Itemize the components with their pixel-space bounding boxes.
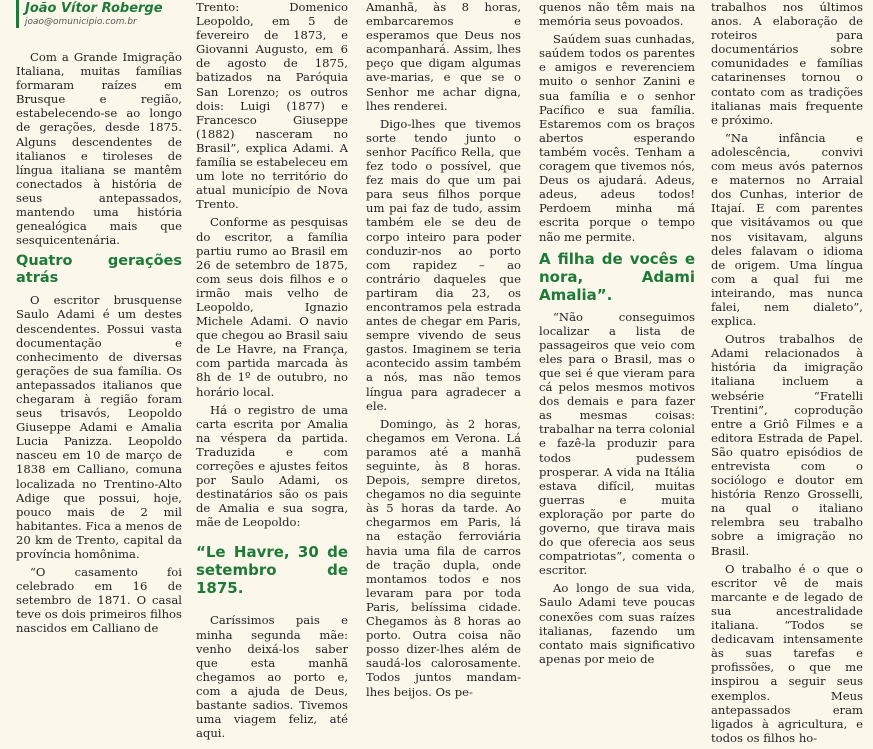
paragraph: Com a Grande Imigração Italiana, muitas famílias formaram raízes em Brusque e região, estabelecendo-se ao longo de gerações, desde 1875. Alguns descendentes de italianos e tiroleses de língua italiana se mantêm conectados à história de seus antepassados, mantendo uma história genealógica mais que sesquicentenária. [16, 50, 182, 248]
section-heading: Quatro gerações atrás [16, 253, 182, 287]
paragraph: Outros trabalhos de Adami relacionados à história da imigração italiana incluem a websérie “Fratelli Trentini”, coprodução entre a Griô Filmes e a editora Estrada de Papel. São quatro episódios de entrevista com o sociólogo e doutor em história Renzo Grosselli, na qual o italiano relembra seu trabalho sobre a imigração no Brasil. [711, 332, 863, 558]
column-2 [196, 0, 348, 744]
paragraph: Digo-lhes que tivemos sorte tendo junto o senhor Pacífico Rella, que fez todo o possível, que fez mais do que um pai para seus filhos porque um pai faz de tudo, assim também ele se deu de corpo inteiro para poder conduzir-nos ao porto com rapidez – ao contrário daqueles que partiram dia 23, os encontramos pela estrada antes de chegar em Paris, sempre vivendo de seus gastos. Imaginem se teria acontecido assim também a nós, mas não temos língua para agradecer a ele. [366, 116, 521, 413]
paragraph: Ao longo de sua vida, Saulo Adami teve poucas conexões com suas raízes italianas, fazendo um contato mais significativo apenas por meio de [539, 581, 695, 666]
column-1 [16, 0, 182, 640]
author-name: João Vítor Roberge [25, 1, 163, 16]
column-5 [711, 0, 863, 749]
paragraph: O trabalho é o que o escritor vê de mais marcante e de legado de sua ancestralidade italiana. “Todos se dedicavam intensamente às suas tarefas e profissões, o que me inspirou a seguir seus exemplos. Meus antepassados eram ligados à agricultura, e todos os filhos ho- [711, 561, 863, 745]
paragraph: Caríssimos pais e minha segunda mãe: venho deixá-los saber que esta manhã chegamos ao porto e, com a ajuda de Deus, bastante sadios. Tivemos uma viagem feliz, até aqui. [196, 613, 348, 741]
letter-pull-quote: “Le Havre, 30 de setembro de 1875. [196, 543, 348, 598]
column-3 [366, 0, 521, 703]
paragraph: Trento: Domenico Leopoldo, em 5 de fevereiro de 1873, e Giovanni Augusto, em 6 de agosto de 1875, batizados na Paróquia San Lorenzo; os outros dois: Luigi (1877) e Francesco Giuseppe (1882) nasceram no Brasil”, explica Adami. A família se estabeleceu em um lote no território do atual município de Nova Trento. [196, 0, 349, 212]
paragraph: trabalhos nos últimos anos. A elaboração de roteiros para documentários sobre comunidades e famílias catarinenses tornou o contato com as tradições italianas mais frequente e próximo. [711, 0, 863, 127]
paragraph: O escritor brusquense Saulo Adami é um destes descendentes. Possui vasta documentação e conhecimento de diversas gerações de sua família. Os antepassados italianos que chegaram à região foram seus trisavós, Leopoldo Giuseppe Adami e Amalia Lucia Panizza. Leopoldo nasceu em 10 de março de 1838 em Calliano, comuna localizada no Trentino-Alto Adige que possui, hoje, pouco mais de 2 mil habitantes. Fica a menos de 20 km de Trento, capital da província homônima. [16, 293, 182, 561]
paragraph: quenos não têm mais na memória seus povoados. [539, 0, 695, 29]
paragraph: Amanhã, às 8 horas, embarcaremos e esperamos que Deus nos acompanhará. Assim, lhes peço que digam algumas ave-marias, e que se o Senhor me achar digna, lhes renderei. [366, 0, 521, 113]
author-byline [16, 0, 182, 28]
paragraph: Domingo, às 2 horas, chegamos em Verona. Lá paramos até a manhã seguinte, às 8 horas. Depois, sempre diretos, chegamos no dia seguinte às 5 horas da tarde. Ao chegarmos em Paris, lá na estação ferroviária havia uma fila de carros de tração dupla, onde montamos todos e nos levaram para por toda Paris, belíssima cidade. Chegamos às 8 horas ao porto. Outra coisa não posso dizer-lhes além de saudá-los calorosamente. Todos juntos mandam-lhes beijos. Os pe- [366, 416, 521, 699]
paragraph: “Não conseguimos localizar a lista de passageiros que veio com eles para o Brasil, mas o que sei é que vieram para cá pelos mesmos motivos dos demais e para fazer as mesmas coisas: trabalhar na terra colonial e fazê-la produzir para todos pudessem prosperar. A vida na Itália estava difícil, muitas guerras e muita exploração por parte do governo, que tirava mais do que oferecia aos seus compatriotas”, comenta o escritor. [539, 309, 695, 578]
paragraph: “O casamento foi celebrado em 16 de setembro de 1871. O casal teve os dois primeiros filhos nascidos em Calliano de [16, 565, 182, 636]
paragraph: Conforme as pesquisas do escritor, a família partiu rumo ao Brasil em 26 de setembro de 1875, com seus dois filhos e o irmão mais velho de Leopoldo, Ignazio Michele Adami. O navio que chegou ao Brasil saiu de Le Havre, na França, com partida marcada às 8h de 1º de outubro, no horário local. [196, 215, 348, 399]
column-4 [539, 0, 695, 670]
paragraph: Saúdem suas cunhadas, saúdem todos os parentes e amigos e reverenciem muito o senhor Zanini e sua família e o senhor Pacífico e sua família. Estaremos com os braços abertos esperando também vocês. Tenham a coragem que tivemos nós, Deus os ajudará. Adeus, adeus, adeus todos! Perdoem minha má escrita porque o tempo não me permite. [539, 32, 695, 244]
letter-signature-heading: A filha de vocês e nora, Adami Amalia”. [539, 249, 695, 304]
paragraph: Há o registro de uma carta escrita por Amalia na véspera da partida. Traduzida e com correções e ajustes feitos por Saulo Adami, os destinatários são os pais de Amalia e sua sogra, mãe de Leopoldo: [196, 402, 348, 530]
author-email: joao@omunicipio.com.br [25, 17, 137, 27]
paragraph: “Na infância e adolescência, convivi com meus avós paternos e maternos no Arraial dos Cunhas, interior de Itajaí. E com parentes que visitávamos ou que nos visitavam, alguns deles falavam o idioma de origem. Uma língua com a qual fui me inteirando, mas nunca falei, nem dialeto”, explica. [711, 130, 863, 329]
